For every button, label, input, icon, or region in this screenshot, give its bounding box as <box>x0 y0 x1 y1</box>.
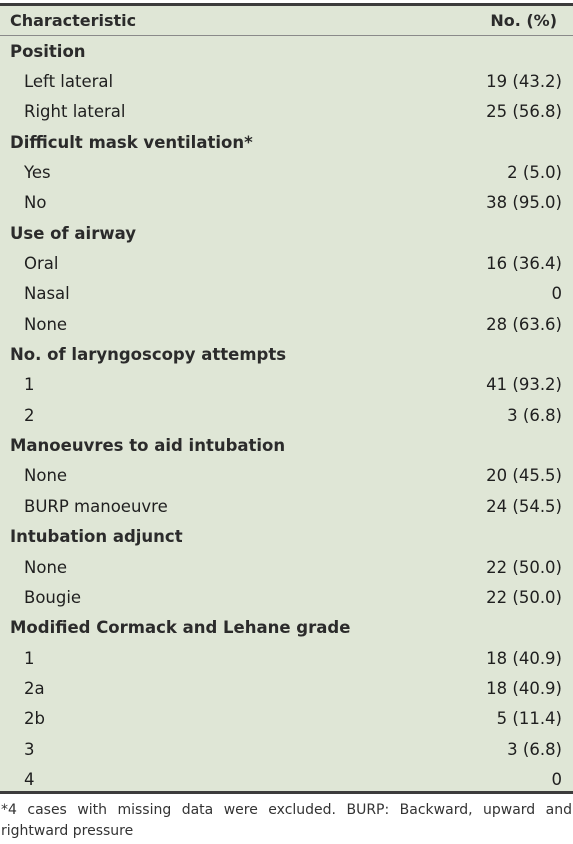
section-row <box>0 339 573 369</box>
table-row <box>0 491 573 521</box>
section-label: No. of laryngoscopy attempts <box>10 345 287 365</box>
row-value: 3 (6.8) <box>507 739 562 759</box>
row-label: None <box>24 557 68 577</box>
section-row <box>0 218 573 248</box>
header-characteristic: Characteristic <box>10 11 137 30</box>
row-value: 24 (54.5) <box>486 496 562 516</box>
table-body <box>0 36 573 795</box>
row-value: 0 <box>551 769 562 789</box>
row-value: 28 (63.6) <box>486 314 562 334</box>
section-label: Difficult mask ventilation* <box>10 132 253 152</box>
row-label: 4 <box>24 769 35 789</box>
row-value: 38 (95.0) <box>486 193 562 213</box>
row-label: 2 <box>24 405 35 425</box>
row-value: 22 (50.0) <box>486 587 562 607</box>
row-label: Yes <box>24 163 51 183</box>
table-row <box>0 734 573 764</box>
table-row <box>0 552 573 582</box>
section-row <box>0 613 573 643</box>
table-row <box>0 248 573 278</box>
row-label: 3 <box>24 739 35 759</box>
section-row <box>0 127 573 157</box>
table-row <box>0 309 573 339</box>
row-value: 41 (93.2) <box>486 375 562 395</box>
section-label: Position <box>10 41 86 61</box>
table-footnote: *4 cases with missing data were excluded. BURP: Backward, upward and rightward pressure <box>1 802 572 839</box>
row-value: 3 (6.8) <box>507 405 562 425</box>
table-row <box>0 97 573 127</box>
table-row <box>0 704 573 734</box>
section-label: Manoeuvres to aid intubation <box>10 436 286 456</box>
section-row <box>0 522 573 552</box>
table-row <box>0 764 573 794</box>
row-value: 2 (5.0) <box>507 163 562 183</box>
table-row <box>0 279 573 309</box>
section-row <box>0 36 573 66</box>
row-value: 18 (40.9) <box>486 648 562 668</box>
row-value: 18 (40.9) <box>486 678 562 698</box>
section-label: Use of airway <box>10 223 136 243</box>
table-row <box>0 673 573 703</box>
data-table <box>0 3 573 794</box>
row-label: None <box>24 314 68 334</box>
row-label: Right lateral <box>24 102 126 122</box>
table-row <box>0 157 573 187</box>
row-label: Bougie <box>24 587 82 607</box>
table-row <box>0 461 573 491</box>
row-label: 2a <box>24 678 45 698</box>
row-value: 16 (36.4) <box>486 254 562 274</box>
section-row <box>0 430 573 460</box>
row-label: 1 <box>24 375 35 395</box>
header-value: No. (%) <box>490 11 557 30</box>
row-value: 22 (50.0) <box>486 557 562 577</box>
row-label: BURP manoeuvre <box>24 496 168 516</box>
section-label: Intubation adjunct <box>10 527 183 547</box>
row-label: 2b <box>24 709 45 729</box>
table-row <box>0 188 573 218</box>
row-label: Left lateral <box>24 72 114 92</box>
row-label: None <box>24 466 68 486</box>
row-label: Oral <box>24 254 59 274</box>
table-row <box>0 400 573 430</box>
table-row <box>0 643 573 673</box>
table-row <box>0 582 573 612</box>
row-value: 5 (11.4) <box>496 709 562 729</box>
table-row <box>0 66 573 96</box>
table-header <box>0 6 573 36</box>
row-label: Nasal <box>24 284 70 304</box>
row-value: 0 <box>551 284 562 304</box>
row-value: 25 (56.8) <box>486 102 562 122</box>
row-value: 19 (43.2) <box>486 72 562 92</box>
table-row <box>0 370 573 400</box>
row-label: No <box>24 193 47 213</box>
row-label: 1 <box>24 648 35 668</box>
section-label: Modified Cormack and Lehane grade <box>10 618 351 638</box>
row-value: 20 (45.5) <box>486 466 562 486</box>
